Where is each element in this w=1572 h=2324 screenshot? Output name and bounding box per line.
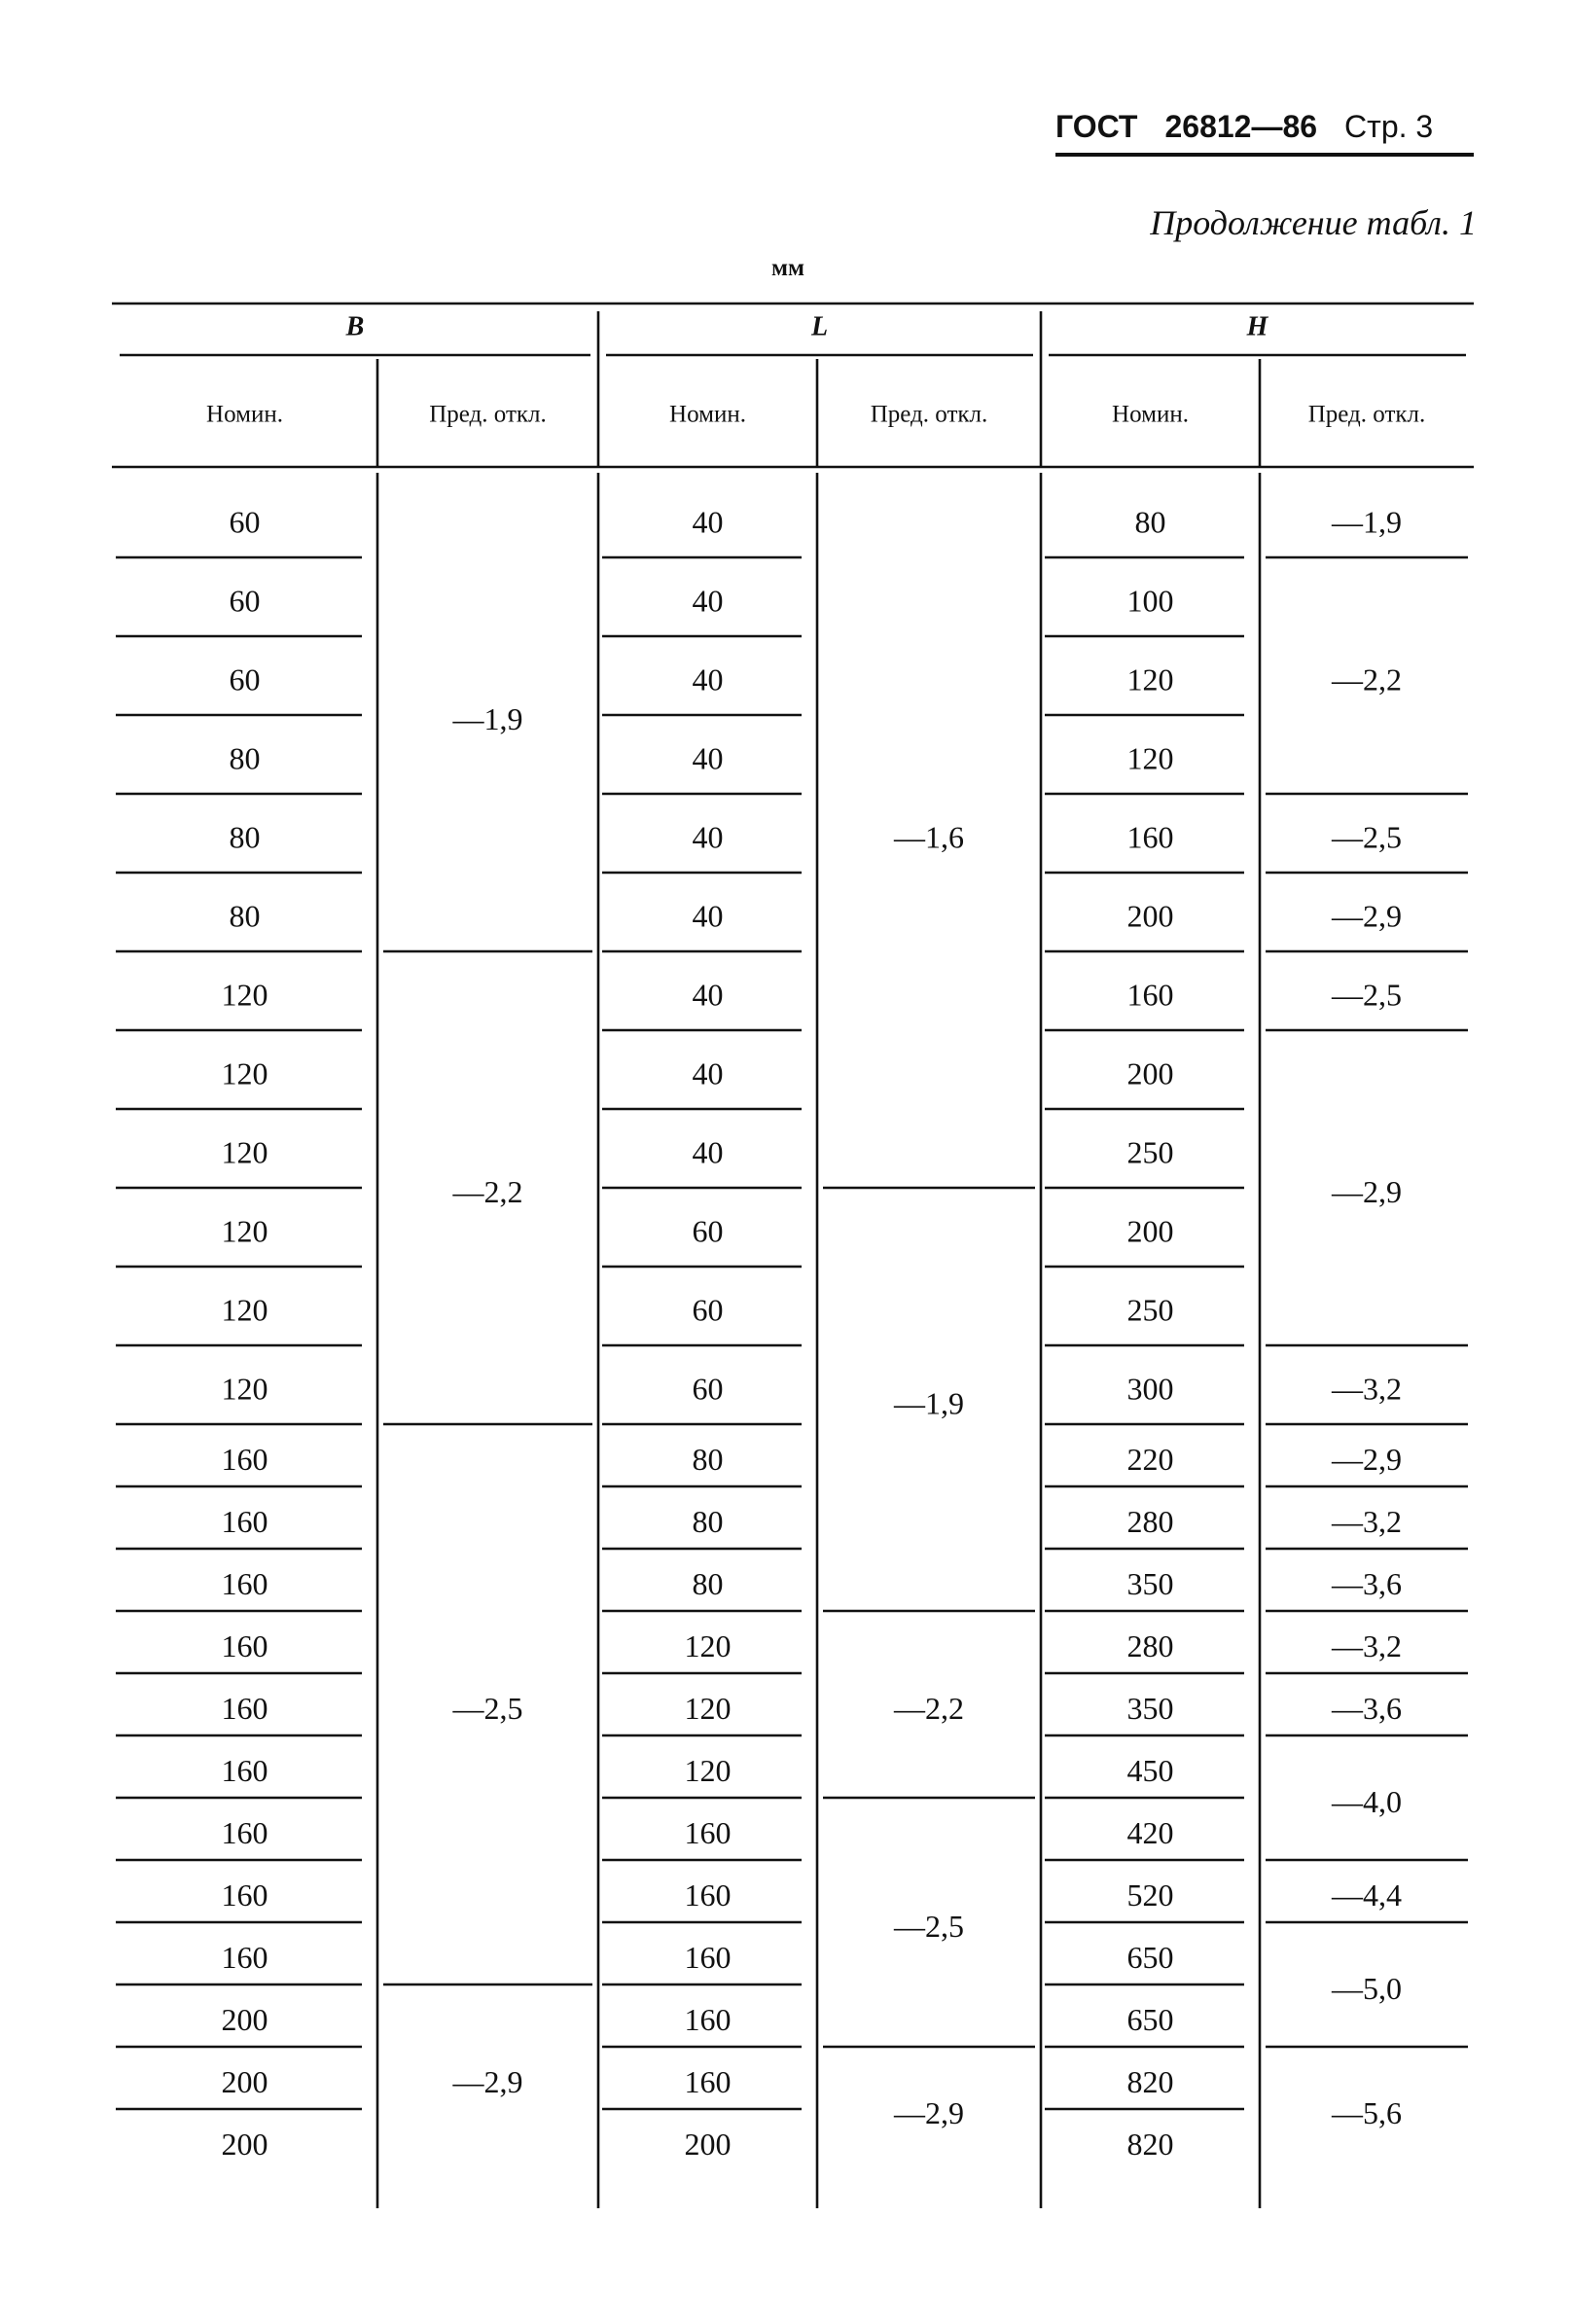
deviation-h-value: —3,2 (1332, 1371, 1402, 1407)
nominal-h-value: 120 (1126, 740, 1174, 776)
nominal-l-value: 40 (692, 583, 724, 619)
page-number: Стр. 3 (1344, 109, 1434, 144)
deviation-header: Пред. откл. (1307, 401, 1426, 428)
nominal-b-value: 160 (221, 1877, 268, 1913)
deviation-h-value: —3,6 (1332, 1691, 1402, 1726)
nominal-h-value: 420 (1126, 1815, 1174, 1850)
deviation-header: Пред. откл. (429, 401, 547, 428)
nominal-header: Номин. (1112, 401, 1189, 428)
nominal-l-value: 120 (684, 1628, 732, 1663)
nominal-h-value: 820 (1126, 2064, 1174, 2099)
nominal-h-value: 160 (1126, 819, 1174, 855)
nominal-header: Номин. (206, 401, 283, 428)
nominal-l-value: 60 (692, 1371, 724, 1407)
deviation-l-value: —1,9 (894, 1385, 964, 1421)
nominal-b-value: 120 (221, 1371, 268, 1407)
nominal-b-value: 60 (229, 661, 261, 697)
nominal-b-value: 160 (221, 1442, 268, 1477)
nominal-b-value: 120 (221, 1055, 268, 1091)
nominal-b-value: 60 (229, 504, 261, 540)
nominal-h-value: 280 (1126, 1504, 1174, 1539)
nominal-b-value: 200 (221, 2002, 268, 2037)
nominal-h-value: 650 (1126, 1940, 1174, 1975)
nominal-l-value: 200 (684, 2127, 732, 2162)
deviation-l-value: —1,6 (894, 819, 964, 855)
nominal-h-value: 280 (1126, 1628, 1174, 1663)
nominal-l-value: 160 (684, 1940, 732, 1975)
nominal-l-value: 40 (692, 740, 724, 776)
deviation-l-value: —2,5 (894, 1909, 964, 1944)
deviation-h-value: —2,5 (1332, 977, 1402, 1013)
nominal-b-value: 120 (221, 977, 268, 1013)
deviation-l-value: —2,9 (894, 2095, 964, 2130)
deviation-h-value: —3,2 (1332, 1628, 1402, 1663)
nominal-l-value: 80 (692, 1504, 724, 1539)
nominal-b-value: 160 (221, 1628, 268, 1663)
nominal-b-value: 160 (221, 1504, 268, 1539)
nominal-l-value: 80 (692, 1442, 724, 1477)
nominal-l-value: 40 (692, 977, 724, 1013)
nominal-b-value: 80 (229, 740, 261, 776)
standard-label: ГОСТ (1055, 109, 1138, 144)
nominal-l-value: 40 (692, 898, 724, 934)
nominal-h-value: 80 (1134, 504, 1166, 540)
standard-number: 26812—86 (1164, 109, 1318, 144)
nominal-l-value: 120 (684, 1691, 732, 1726)
deviation-h-value: —5,0 (1332, 1971, 1402, 2006)
nominal-h-value: 160 (1126, 977, 1174, 1013)
nominal-h-value: 200 (1126, 1213, 1174, 1249)
nominal-h-value: 200 (1126, 1055, 1174, 1091)
deviation-h-value: —3,2 (1332, 1504, 1402, 1539)
nominal-l-value: 40 (692, 1055, 724, 1091)
nominal-h-value: 220 (1126, 1442, 1174, 1477)
deviation-l-value: —2,2 (894, 1691, 964, 1726)
deviation-h-value: —4,4 (1332, 1877, 1402, 1913)
deviation-h-value: —2,9 (1332, 898, 1402, 934)
nominal-l-value: 160 (684, 2064, 732, 2099)
deviation-h-value: —2,2 (1332, 661, 1402, 697)
nominal-l-value: 60 (692, 1213, 724, 1249)
nominal-b-value: 80 (229, 898, 261, 934)
nominal-b-value: 200 (221, 2064, 268, 2099)
nominal-b-value: 160 (221, 1815, 268, 1850)
nominal-h-value: 300 (1126, 1371, 1174, 1407)
column-group-b: B (345, 311, 365, 342)
nominal-l-value: 120 (684, 1753, 732, 1788)
nominal-b-value: 80 (229, 819, 261, 855)
nominal-b-value: 160 (221, 1566, 268, 1601)
deviation-h-value: —2,9 (1332, 1442, 1402, 1477)
nominal-h-value: 650 (1126, 2002, 1174, 2037)
deviation-header: Пред. откл. (870, 401, 988, 428)
nominal-b-value: 60 (229, 583, 261, 619)
deviation-h-value: —4,0 (1332, 1784, 1402, 1819)
nominal-l-value: 60 (692, 1292, 724, 1328)
unit-label: мм (770, 255, 805, 281)
nominal-h-value: 450 (1126, 1753, 1174, 1788)
nominal-l-value: 160 (684, 1815, 732, 1850)
nominal-l-value: 160 (684, 1877, 732, 1913)
deviation-h-value: —2,9 (1332, 1174, 1402, 1209)
nominal-l-value: 160 (684, 2002, 732, 2037)
nominal-h-value: 100 (1126, 583, 1174, 619)
nominal-h-value: 250 (1126, 1134, 1174, 1170)
deviation-h-value: —1,9 (1332, 504, 1402, 540)
deviation-h-value: —2,5 (1332, 819, 1402, 855)
nominal-b-value: 120 (221, 1134, 268, 1170)
nominal-h-value: 350 (1126, 1691, 1174, 1726)
nominal-h-value: 250 (1126, 1292, 1174, 1328)
nominal-l-value: 40 (692, 504, 724, 540)
deviation-b-value: —1,9 (452, 701, 523, 736)
column-group-h: H (1246, 311, 1268, 342)
table-caption: Продолжение табл. 1 (1150, 203, 1477, 242)
nominal-h-value: 200 (1126, 898, 1174, 934)
deviation-b-value: —2,2 (452, 1174, 523, 1209)
nominal-header: Номин. (669, 401, 746, 428)
deviation-h-value: —5,6 (1332, 2095, 1402, 2130)
column-group-l: L (810, 311, 829, 342)
deviation-h-value: —3,6 (1332, 1566, 1402, 1601)
nominal-l-value: 40 (692, 661, 724, 697)
nominal-l-value: 80 (692, 1566, 724, 1601)
nominal-b-value: 120 (221, 1213, 268, 1249)
nominal-h-value: 350 (1126, 1566, 1174, 1601)
nominal-b-value: 120 (221, 1292, 268, 1328)
nominal-b-value: 160 (221, 1753, 268, 1788)
nominal-l-value: 40 (692, 1134, 724, 1170)
nominal-h-value: 520 (1126, 1877, 1174, 1913)
deviation-b-value: —2,5 (452, 1691, 523, 1726)
nominal-b-value: 160 (221, 1940, 268, 1975)
nominal-h-value: 820 (1126, 2127, 1174, 2162)
nominal-b-value: 200 (221, 2127, 268, 2162)
nominal-l-value: 40 (692, 819, 724, 855)
nominal-b-value: 160 (221, 1691, 268, 1726)
deviation-b-value: —2,9 (452, 2064, 523, 2099)
nominal-h-value: 120 (1126, 661, 1174, 697)
